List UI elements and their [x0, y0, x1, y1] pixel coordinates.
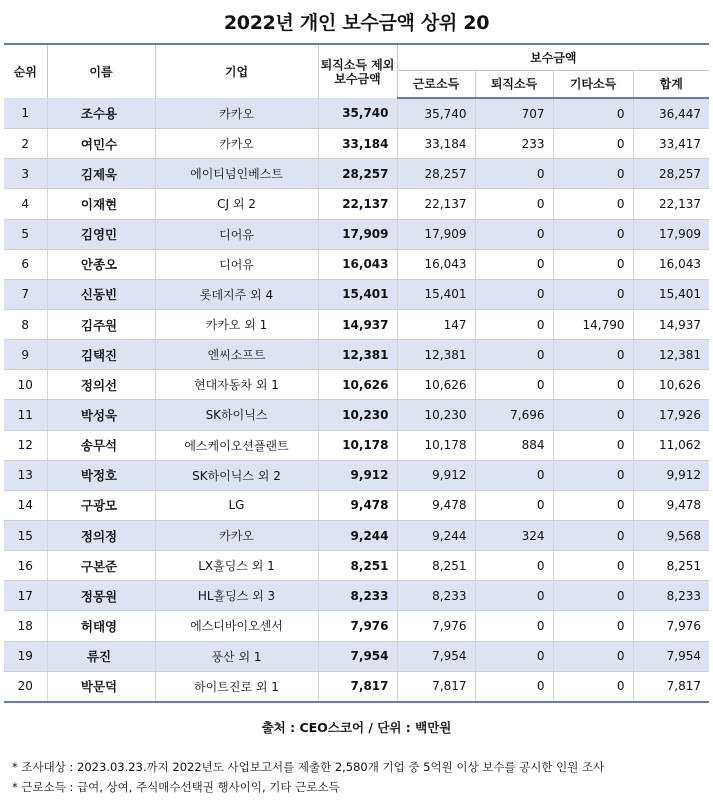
total-cell: 9,912	[633, 460, 709, 490]
other-income-cell: 0	[553, 159, 633, 189]
excluding-retirement-cell: 10,626	[318, 370, 397, 400]
company-cell: 카카오	[155, 98, 318, 129]
rank-cell: 20	[4, 671, 47, 702]
retirement-income-cell: 0	[475, 551, 553, 581]
table-row	[4, 611, 709, 641]
name-cell: 정의선	[47, 370, 155, 400]
total-cell: 8,233	[633, 581, 709, 611]
other-income-cell: 0	[553, 219, 633, 249]
retirement-income-cell: 324	[475, 520, 553, 550]
rank-cell: 8	[4, 309, 47, 339]
name-cell: 신동빈	[47, 279, 155, 309]
other-income-cell: 0	[553, 520, 633, 550]
name-cell: 김주원	[47, 309, 155, 339]
labor-income-cell: 16,043	[397, 249, 475, 279]
retirement-income-cell: 707	[475, 98, 553, 129]
other-income-cell: 0	[553, 189, 633, 219]
retirement-income-cell: 7,696	[475, 400, 553, 430]
total-cell: 16,043	[633, 249, 709, 279]
rank-cell: 10	[4, 370, 47, 400]
labor-income-cell: 10,626	[397, 370, 475, 400]
retirement-income-cell: 0	[475, 671, 553, 702]
table-row	[4, 279, 709, 309]
retirement-income-cell: 0	[475, 279, 553, 309]
labor-income-cell: 22,137	[397, 189, 475, 219]
other-income-cell: 0	[553, 611, 633, 641]
other-income-cell: 0	[553, 430, 633, 460]
excluding-retirement-cell: 28,257	[318, 159, 397, 189]
name-cell: 류진	[47, 641, 155, 671]
other-income-cell: 0	[553, 370, 633, 400]
rank-cell: 15	[4, 520, 47, 550]
retirement-income-cell: 233	[475, 129, 553, 159]
other-income-cell: 0	[553, 460, 633, 490]
retirement-income-cell: 0	[475, 189, 553, 219]
excluding-retirement-cell: 8,251	[318, 551, 397, 581]
labor-income-cell: 9,478	[397, 490, 475, 520]
table-row	[4, 641, 709, 671]
table-row	[4, 551, 709, 581]
labor-income-cell: 147	[397, 309, 475, 339]
rank-cell: 4	[4, 189, 47, 219]
name-cell: 김택진	[47, 340, 155, 370]
other-income-cell: 0	[553, 551, 633, 581]
excluding-retirement-cell: 14,937	[318, 309, 397, 339]
header-excluding-retirement: 퇴직소득 제외 보수금액	[318, 44, 397, 98]
labor-income-cell: 8,233	[397, 581, 475, 611]
company-cell: 엔씨소프트	[155, 340, 318, 370]
pay-ranking-table	[4, 43, 709, 703]
table-row	[4, 370, 709, 400]
retirement-income-cell: 0	[475, 460, 553, 490]
company-cell: HL홀딩스 외 3	[155, 581, 318, 611]
labor-income-cell: 10,230	[397, 400, 475, 430]
company-cell: 에스디바이오센서	[155, 611, 318, 641]
other-income-cell: 0	[553, 98, 633, 129]
footnotes	[12, 757, 604, 797]
table-row	[4, 340, 709, 370]
other-income-cell: 0	[553, 490, 633, 520]
retirement-income-cell: 0	[475, 309, 553, 339]
table-row	[4, 159, 709, 189]
rank-cell: 11	[4, 400, 47, 430]
header-retirement: 퇴직소득	[475, 71, 553, 99]
excluding-retirement-cell: 7,976	[318, 611, 397, 641]
company-cell: LX홀딩스 외 1	[155, 551, 318, 581]
name-cell: 김영민	[47, 219, 155, 249]
page-title: 2022년 개인 보수금액 상위 20	[223, 12, 490, 34]
total-cell: 9,478	[633, 490, 709, 520]
labor-income-cell: 28,257	[397, 159, 475, 189]
other-income-cell: 0	[553, 671, 633, 702]
table-row	[4, 460, 709, 490]
excluding-retirement-cell: 22,137	[318, 189, 397, 219]
labor-income-cell: 10,178	[397, 430, 475, 460]
rank-cell: 13	[4, 460, 47, 490]
retirement-income-cell: 0	[475, 249, 553, 279]
table-row	[4, 671, 709, 702]
footnote: * 조사대상 : 2023.03.23.까지 2022년도 사업보고서를 제출한 2,580개 기업 중 5억원 이상 보수를 공시한 인원 조사	[12, 760, 605, 774]
rank-cell: 7	[4, 279, 47, 309]
total-cell: 11,062	[633, 430, 709, 460]
other-income-cell: 0	[553, 641, 633, 671]
labor-income-cell: 35,740	[397, 98, 475, 129]
company-cell: 에이티넘인베스트	[155, 159, 318, 189]
name-cell: 정의정	[47, 520, 155, 550]
company-cell: 디어유	[155, 249, 318, 279]
total-cell: 33,417	[633, 129, 709, 159]
rank-cell: 17	[4, 581, 47, 611]
table-row	[4, 249, 709, 279]
company-cell: 디어유	[155, 219, 318, 249]
company-cell: 하이트진로 외 1	[155, 671, 318, 702]
name-cell: 안종오	[47, 249, 155, 279]
excluding-retirement-cell: 9,244	[318, 520, 397, 550]
labor-income-cell: 9,912	[397, 460, 475, 490]
rank-cell: 6	[4, 249, 47, 279]
retirement-income-cell: 0	[475, 159, 553, 189]
excluding-retirement-cell: 17,909	[318, 219, 397, 249]
total-cell: 17,909	[633, 219, 709, 249]
table-row	[4, 490, 709, 520]
total-cell: 22,137	[633, 189, 709, 219]
company-cell: CJ 외 2	[155, 189, 318, 219]
rank-cell: 18	[4, 611, 47, 641]
company-cell: SK하이닉스	[155, 400, 318, 430]
labor-income-cell: 7,954	[397, 641, 475, 671]
total-cell: 15,401	[633, 279, 709, 309]
header-rank: 순위	[4, 44, 47, 98]
labor-income-cell: 7,817	[397, 671, 475, 702]
table-row	[4, 520, 709, 550]
total-cell: 10,626	[633, 370, 709, 400]
excluding-retirement-cell: 15,401	[318, 279, 397, 309]
table-row	[4, 400, 709, 430]
excluding-retirement-cell: 10,230	[318, 400, 397, 430]
excluding-retirement-cell: 12,381	[318, 340, 397, 370]
excluding-retirement-cell: 9,912	[318, 460, 397, 490]
total-cell: 28,257	[633, 159, 709, 189]
header-company: 기업	[155, 44, 318, 98]
header-labor: 근로소득	[397, 71, 475, 99]
company-cell: 롯데지주 외 4	[155, 279, 318, 309]
other-income-cell: 0	[553, 581, 633, 611]
total-cell: 7,954	[633, 641, 709, 671]
excluding-retirement-cell: 16,043	[318, 249, 397, 279]
company-cell: 카카오	[155, 520, 318, 550]
name-cell: 구본준	[47, 551, 155, 581]
name-cell: 박성욱	[47, 400, 155, 430]
table-row	[4, 219, 709, 249]
labor-income-cell: 7,976	[397, 611, 475, 641]
rank-cell: 2	[4, 129, 47, 159]
footnote: * 근로소득 : 급여, 상여, 주식매수선택권 행사이익, 기타 근로소득	[12, 780, 340, 794]
rank-cell: 19	[4, 641, 47, 671]
name-cell: 조수용	[47, 98, 155, 129]
labor-income-cell: 8,251	[397, 551, 475, 581]
excluding-retirement-cell: 10,178	[318, 430, 397, 460]
rank-cell: 12	[4, 430, 47, 460]
table-row	[4, 309, 709, 339]
name-cell: 송무석	[47, 430, 155, 460]
company-cell: 에스케이오션플랜트	[155, 430, 318, 460]
labor-income-cell: 33,184	[397, 129, 475, 159]
company-cell: 풍산 외 1	[155, 641, 318, 671]
other-income-cell: 0	[553, 340, 633, 370]
retirement-income-cell: 0	[475, 611, 553, 641]
table-header	[4, 44, 709, 98]
table-row	[4, 98, 709, 129]
excluding-retirement-cell: 33,184	[318, 129, 397, 159]
excluding-retirement-cell: 35,740	[318, 98, 397, 129]
retirement-income-cell: 0	[475, 490, 553, 520]
table-body	[4, 98, 709, 702]
labor-income-cell: 17,909	[397, 219, 475, 249]
retirement-income-cell: 0	[475, 370, 553, 400]
rank-cell: 3	[4, 159, 47, 189]
header-name: 이름	[47, 44, 155, 98]
company-cell: LG	[155, 490, 318, 520]
name-cell: 구광모	[47, 490, 155, 520]
retirement-income-cell: 0	[475, 219, 553, 249]
other-income-cell: 0	[553, 400, 633, 430]
labor-income-cell: 9,244	[397, 520, 475, 550]
total-cell: 7,817	[633, 671, 709, 702]
company-cell: SK하이닉스 외 2	[155, 460, 318, 490]
labor-income-cell: 12,381	[397, 340, 475, 370]
retirement-income-cell: 884	[475, 430, 553, 460]
rank-cell: 5	[4, 219, 47, 249]
other-income-cell: 0	[553, 249, 633, 279]
total-cell: 9,568	[633, 520, 709, 550]
rank-cell: 1	[4, 98, 47, 129]
name-cell: 여민수	[47, 129, 155, 159]
excluding-retirement-cell: 8,233	[318, 581, 397, 611]
total-cell: 7,976	[633, 611, 709, 641]
rank-cell: 16	[4, 551, 47, 581]
labor-income-cell: 15,401	[397, 279, 475, 309]
source-note: 출처 : CEO스코어 / 단위 : 백만원	[261, 720, 452, 735]
header-other: 기타소득	[553, 71, 633, 99]
name-cell: 김제욱	[47, 159, 155, 189]
name-cell: 허태영	[47, 611, 155, 641]
other-income-cell: 0	[553, 279, 633, 309]
excluding-retirement-cell: 9,478	[318, 490, 397, 520]
total-cell: 17,926	[633, 400, 709, 430]
other-income-cell: 14,790	[553, 309, 633, 339]
total-cell: 12,381	[633, 340, 709, 370]
table-row	[4, 189, 709, 219]
table-row	[4, 430, 709, 460]
name-cell: 박문덕	[47, 671, 155, 702]
excluding-retirement-cell: 7,817	[318, 671, 397, 702]
excluding-retirement-cell: 7,954	[318, 641, 397, 671]
header-pay-group: 보수금액	[397, 44, 709, 71]
other-income-cell: 0	[553, 129, 633, 159]
rank-cell: 14	[4, 490, 47, 520]
table-row	[4, 581, 709, 611]
name-cell: 정몽원	[47, 581, 155, 611]
header-total: 합계	[633, 71, 709, 99]
retirement-income-cell: 0	[475, 641, 553, 671]
company-cell: 카카오 외 1	[155, 309, 318, 339]
rank-cell: 9	[4, 340, 47, 370]
company-cell: 현대자동차 외 1	[155, 370, 318, 400]
company-cell: 카카오	[155, 129, 318, 159]
name-cell: 이재현	[47, 189, 155, 219]
table-row	[4, 129, 709, 159]
total-cell: 14,937	[633, 309, 709, 339]
total-cell: 36,447	[633, 98, 709, 129]
total-cell: 8,251	[633, 551, 709, 581]
retirement-income-cell: 0	[475, 340, 553, 370]
retirement-income-cell: 0	[475, 581, 553, 611]
name-cell: 박정호	[47, 460, 155, 490]
